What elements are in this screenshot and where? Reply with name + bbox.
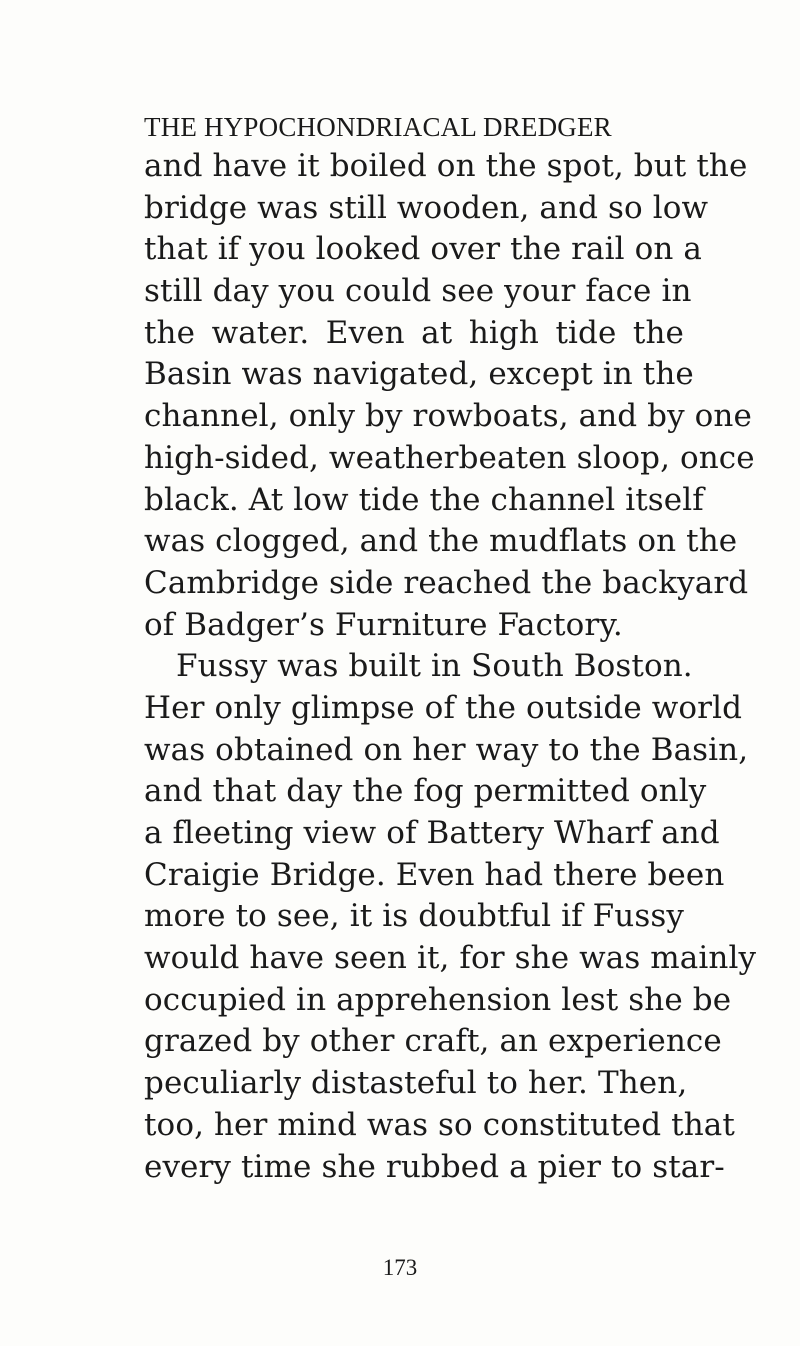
text-line: and that day the fog permitted only [144,773,707,810]
text-line: peculiarly distasteful to her. Then, [144,1065,688,1102]
text-line: Fussy was built in South Boston. [176,648,693,685]
text-line: black. At low tide the channel itself [144,481,704,518]
body-text [144,146,757,1188]
text-line: too, her mind was so constituted that [144,1106,735,1143]
text-line: channel, only by rowboats, and by one [144,398,752,435]
text-line: Cambridge side reached the backyard [144,564,749,601]
text-line: and have it boiled on the spot, but the [144,148,748,184]
text-line: was clogged, and the mudflats on the [144,523,738,560]
text-line: bridge was still wooden, and so low [144,189,709,226]
text-line: the water. Even at high tide the [144,314,684,351]
text-line: of Badger’s Furniture Factory. [144,606,623,643]
text-line: occupied in apprehension lest she be [144,981,732,1018]
text-line: that if you looked over the rail on a [144,231,702,268]
text-line: a fleeting view of Battery Wharf and [144,815,720,851]
text-line: high-sided, weatherbeaten sloop, once [144,439,755,476]
text-line: more to see, it is doubtful if Fussy [144,898,684,935]
text-line: still day you could see your face in [144,273,692,310]
text-line: Basin was navigated, except in the [144,356,694,393]
text-line: every time she rubbed a pier to star- [144,1148,725,1185]
text-line: Her only glimpse of the outside world [144,689,743,726]
text-line: grazed by other craft, an experience [144,1023,722,1060]
text-line: was obtained on her way to the Basin, [144,731,749,768]
page-number: 173 [382,1255,418,1280]
running-head: THE HYPOCHONDRIACAL DREDGER [144,112,612,142]
text-line: would have seen it, for she was mainly [144,940,757,977]
text-line: Craigie Bridge. Even had there been [144,856,725,893]
